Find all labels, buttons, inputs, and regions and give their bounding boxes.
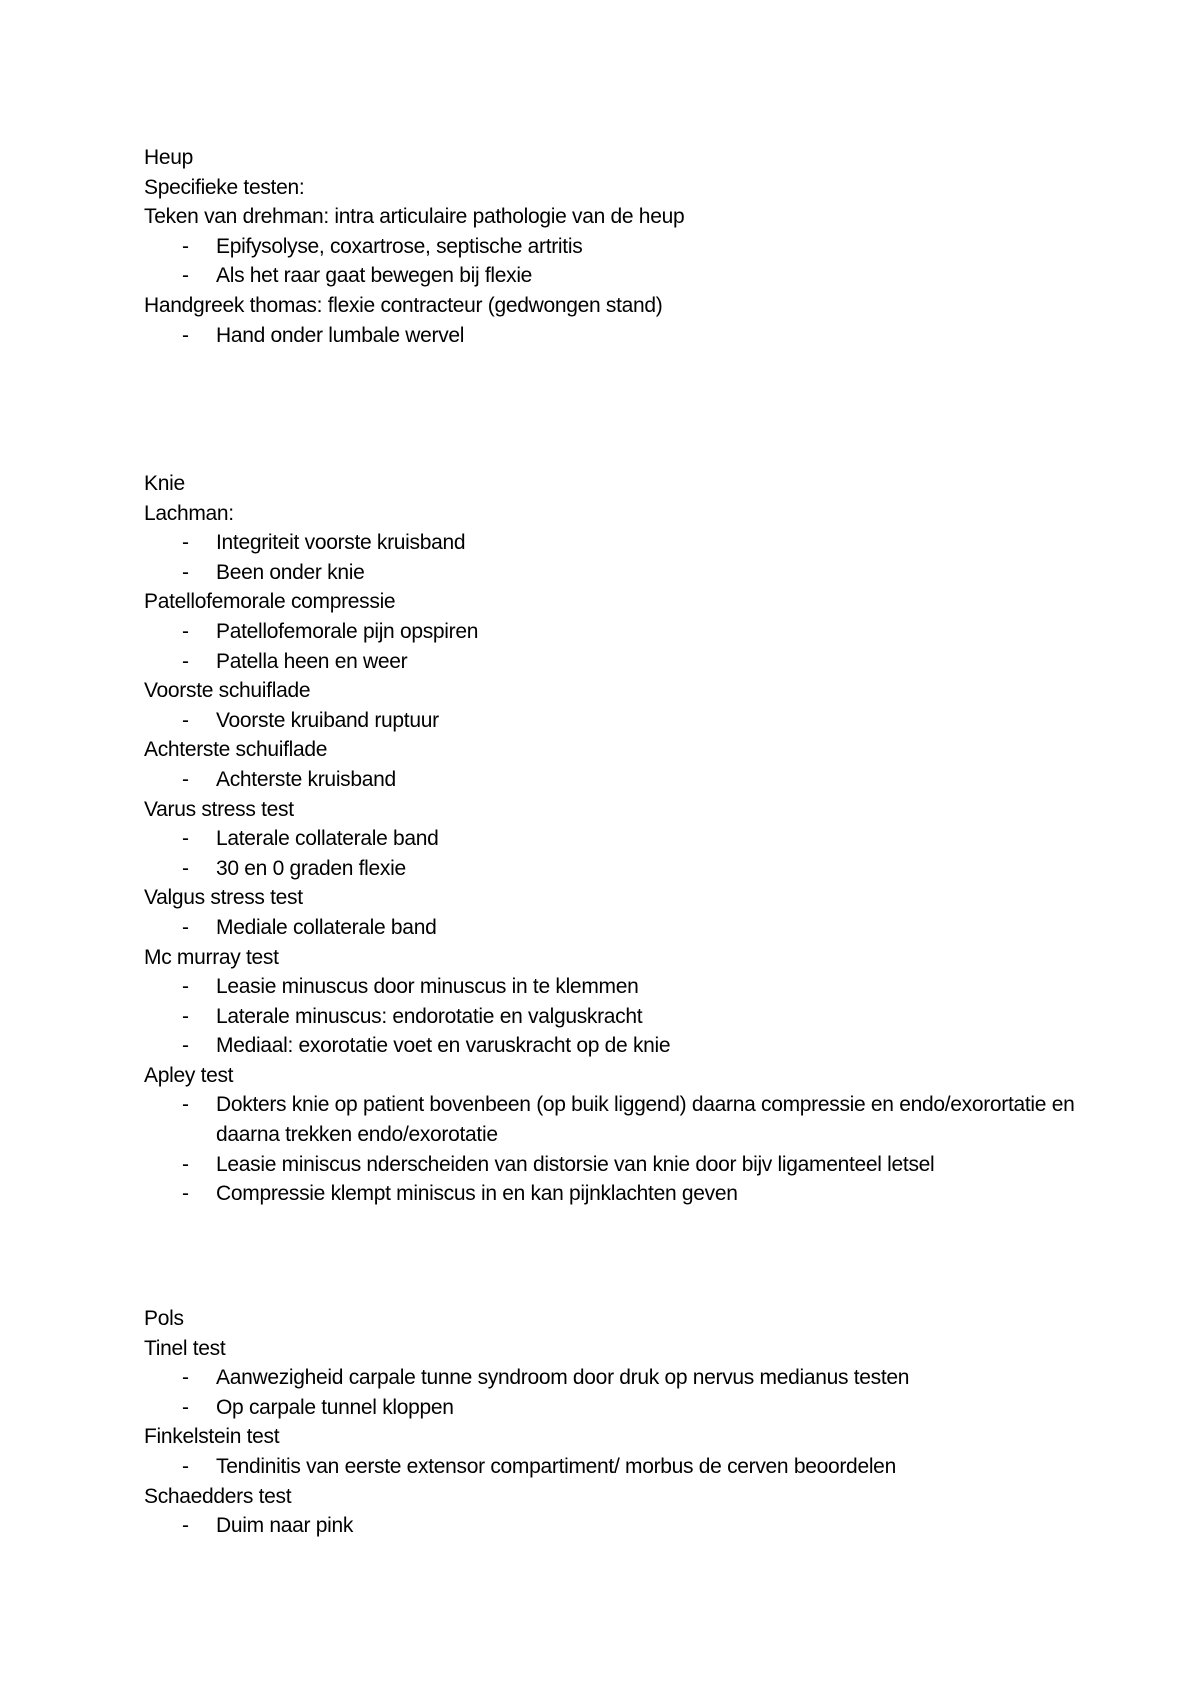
bullet-marker: - (182, 1514, 189, 1538)
list-item-text: Mediaal: exorotatie voet en varuskracht op de knie (216, 1034, 671, 1058)
list-item (144, 1179, 1144, 1209)
test-name: Varus stress test (144, 797, 294, 821)
test-name: Mc murray test (144, 945, 279, 969)
list-item-text: Hand onder lumbale wervel (216, 323, 465, 347)
test-name: Achterste schuiflade (144, 738, 328, 762)
section-knie (144, 469, 1144, 1209)
list-item-text: Achterste kruisband (216, 767, 396, 791)
list-item-text: Patellofemorale pijn opspiren (216, 619, 479, 643)
bullet-marker: - (182, 264, 189, 288)
list-item (144, 1363, 1144, 1393)
bullet-marker: - (182, 767, 189, 791)
list-item-text: Compressie klempt miniscus in en kan pijnklachten geven (216, 1182, 738, 1206)
list-item (144, 1511, 1144, 1541)
list-item-text: Integriteit voorste kruisband (216, 531, 466, 555)
test-name: Apley test (144, 1063, 234, 1087)
bullet-marker: - (182, 915, 189, 939)
bullet-marker: - (182, 975, 189, 999)
list-item (144, 1031, 1144, 1061)
list-item (144, 1452, 1144, 1482)
bullet-marker: - (182, 560, 189, 584)
list-item (144, 261, 1144, 291)
bullet-marker: - (182, 1454, 189, 1478)
bullet-marker: - (182, 1395, 189, 1419)
list-item-text: Leasie minuscus door minuscus in te klemmen (216, 975, 639, 999)
section-heup (144, 143, 1144, 350)
list-item-text: Been onder knie (216, 560, 365, 584)
list-item (144, 232, 1144, 262)
test-name: Valgus stress test (144, 886, 303, 910)
section-title: Pols (144, 1307, 184, 1330)
bullet-marker: - (182, 649, 189, 673)
list-item-text: Als het raar gaat bewegen bij flexie (216, 264, 533, 288)
list-item-text: Tendinitis van eerste extensor compartiment/ morbus de cerven beoordelen (216, 1454, 896, 1478)
test-name: Lachman: (144, 501, 234, 525)
test-name: Handgreek thomas: flexie contracteur (gedwongen stand) (144, 293, 663, 317)
list-item-text: Aanwezigheid carpale tunne syndroom door druk op nervus medianus testen (216, 1366, 910, 1390)
list-item-text: Voorste kruiband ruptuur (216, 708, 439, 732)
section-title: Knie (144, 472, 185, 495)
bullet-marker: - (182, 619, 189, 643)
test-name: Voorste schuiflade (144, 679, 311, 703)
list-item-text: Laterale collaterale band (216, 827, 439, 851)
bullet-marker: - (182, 1093, 189, 1117)
section-title: Heup (144, 146, 194, 169)
bullet-marker: - (182, 1366, 189, 1390)
list-item-text: Patella heen en weer (216, 649, 408, 673)
section-pols (144, 1304, 1144, 1541)
list-item (144, 913, 1144, 943)
list-item (144, 617, 1144, 647)
test-name: Patellofemorale compressie (144, 590, 396, 614)
test-name: Tinel test (144, 1336, 226, 1360)
section-subtitle: Specifieke testen: (144, 175, 305, 199)
bullet-marker: - (182, 1182, 189, 1206)
list-item-text: 30 en 0 graden flexie (216, 856, 406, 880)
list-item-text: Duim naar pink (216, 1514, 354, 1538)
bullet-marker: - (182, 234, 189, 258)
test-name: Finkelstein test (144, 1425, 280, 1449)
list-item-text: Epifysolyse, coxartrose, septische artritis (216, 234, 583, 258)
bullet-marker: - (182, 1034, 189, 1058)
bullet-marker: - (182, 1152, 189, 1176)
list-item-text: Laterale minuscus: endorotatie en valguskracht (216, 1004, 643, 1028)
bullet-marker: - (182, 708, 189, 732)
bullet-marker: - (182, 1004, 189, 1028)
list-item (144, 1150, 1144, 1180)
bullet-marker: - (182, 323, 189, 347)
list-item (144, 1393, 1144, 1423)
bullet-marker: - (182, 856, 189, 880)
list-item (144, 854, 1144, 884)
list-item-text: Leasie miniscus nderscheiden van distorsie van knie door bijv ligamenteel letsel (216, 1152, 935, 1176)
list-item (144, 765, 1144, 795)
list-item-text: Op carpale tunnel kloppen (216, 1395, 454, 1419)
list-item (144, 647, 1144, 677)
list-item (144, 1090, 1144, 1149)
list-item-text: Mediale collaterale band (216, 915, 437, 939)
list-item (144, 321, 1144, 351)
list-item (144, 1002, 1144, 1032)
list-item (144, 528, 1144, 558)
document-page (144, 0, 1144, 1698)
list-item (144, 824, 1144, 854)
bullet-marker: - (182, 531, 189, 555)
list-item (144, 972, 1144, 1002)
test-name: Teken van drehman: intra articulaire pathologie van de heup (144, 205, 685, 229)
list-item-text: Dokters knie op patient bovenbeen (op buik liggend) daarna compressie en endo/exorortatie en daarna trekken endo/exorotatie (216, 1093, 1075, 1147)
list-item (144, 558, 1144, 588)
list-item (144, 706, 1144, 736)
bullet-marker: - (182, 827, 189, 851)
test-name: Schaedders test (144, 1484, 292, 1508)
